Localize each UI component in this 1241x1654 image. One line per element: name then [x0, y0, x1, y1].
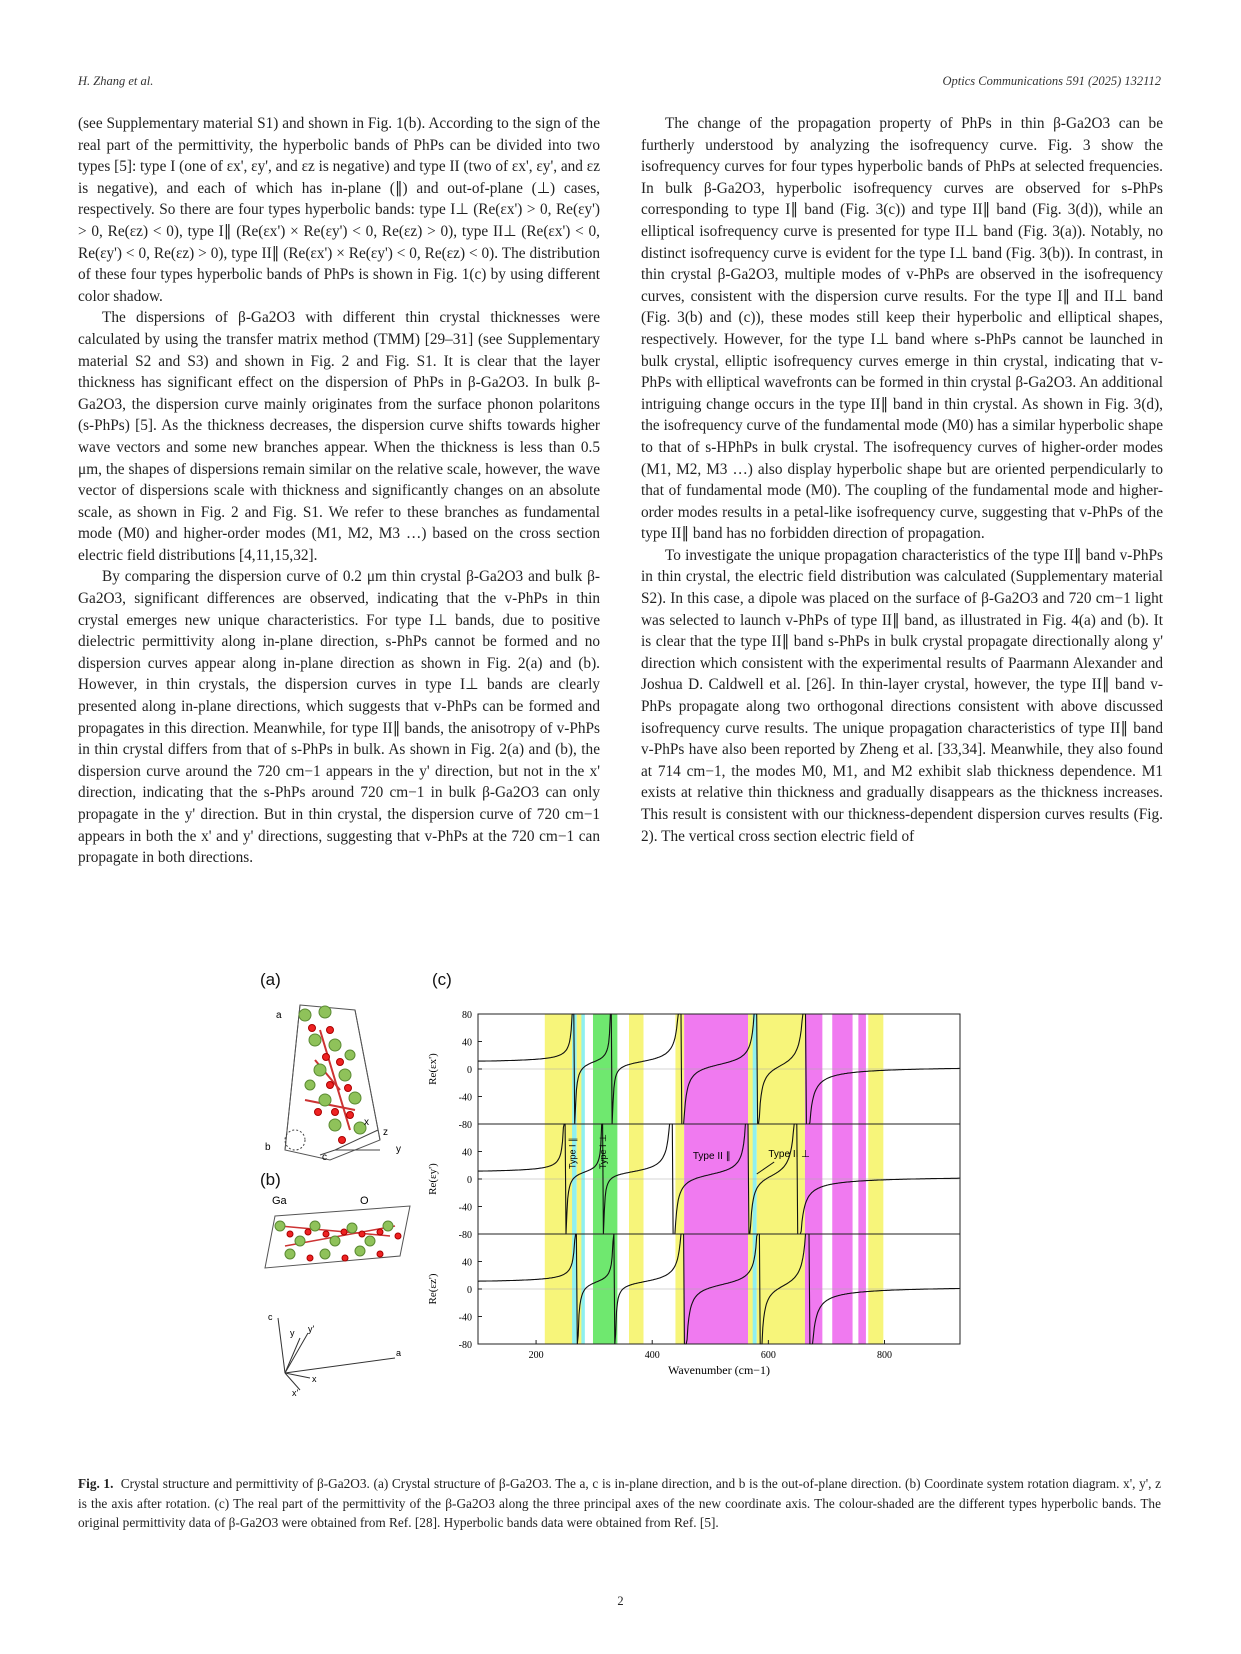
x-tick-label: 200	[528, 1350, 544, 1361]
x-tick-label: 800	[877, 1350, 893, 1361]
ga-label: Ga	[272, 1196, 287, 1207]
paragraph: To investigate the unique propagation characteristics of the type II∥ band v-PhPs in thin crystal, the electric field distribution was calculated (Supplementary material S2). In this case, a dipole was placed on the surface of β-Ga2O3 and 720 cm−1 light was selected to launch v-PhPs of type II∥ band, as illustrated in Fig. 4(a) and (b). It is clear that the type II∥ band s-PhPs in bulk crystal propagate directionally along y' direction which consistent with the experimental results of Paarmann Alexander and Joshua D. Caldwell et al. [26]. In thin-layer crystal, however, the type II∥ band v-PhPs propagate along two orthogonal directions consistent with above discussed isofrequency curve results. The unique propagation characteristics of type II∥ band v-PhPs have also been reported by Zheng et al. [33,34]. Meanwhile, they also found at 714 cm−1, the modes M0, M1, and M2 exhibit slab thickness dependence. M1 exists at relative thin thickness and gradually disappears as the thickness increases. This result is consistent with our thickness-dependent dispersion curves results (Fig. 2). The vertical cross section electric field of	[641, 546, 1163, 845]
svg-text:y: y	[290, 1328, 295, 1338]
y-tick-label: -80	[458, 1230, 472, 1241]
axis-y-label: y	[396, 1144, 401, 1155]
right-column	[641, 113, 1163, 847]
running-journal: Optics Communications 591 (2025) 132112	[942, 74, 1161, 88]
svg-text:x: x	[312, 1374, 317, 1384]
y-tick-label: 80	[462, 1010, 472, 1021]
left-column	[78, 113, 600, 869]
permittivity-chart	[420, 1000, 980, 1420]
y-tick-label: 0	[467, 1285, 472, 1296]
x-tick-label: 400	[644, 1350, 660, 1361]
figure-caption	[78, 1474, 1161, 1533]
crystal-structure	[260, 1000, 440, 1175]
axis-b-label: b	[265, 1142, 271, 1153]
axis-a-label: a	[276, 1010, 282, 1021]
y-axis-label: Re(εy')	[427, 1163, 439, 1195]
annotation-type-ii-perp: Type II ⊥	[768, 1149, 810, 1160]
y-axis-label: Re(εz')	[427, 1273, 439, 1305]
figure-1	[260, 970, 980, 1438]
panel-b-label: (b)	[260, 1170, 281, 1189]
paragraph: The change of the propagation property of PhPs in thin β-Ga2O3 can be furtherly understood by analyzing the isofrequency curve. Fig. 3 show the isofrequency curves for four types hyperbolic bands of PhPs at selected frequencies. In bulk β-Ga2O3, hyperbolic isofrequency curves are observed for s-PhPs corresponding to type I∥ band (Fig. 3(c)) and type II∥ band (Fig. 3(d)), while an elliptical isofrequency curve is presented for type II⊥ band (Fig. 3(a)). Notably, no distinct isofrequency curve is evident for the type I⊥ band (Fig. 3(b)). In contrast, in thin crystal β-Ga2O3, multiple modes of v-PhPs are observed in the isofrequency curves, consistent with the dispersion curve results. For the type I∥ and II⊥ band (Fig. 3(b) and (c)), these modes still keep their hyperbolic and elliptical shapes, respectively. However, for the type I⊥ band where s-PhPs cannot be launched in bulk crystal, elliptic isofrequency curves emerge in thin crystal, indicating that v-PhPs with elliptical wavefronts can be formed in thin crystal β-Ga2O3. An additional intriguing change occurs in the type II∥ band in thin crystal. As shown in Fig. 3(d), the isofrequency curve of the fundamental mode (M0) has a similar hyperbolic shape to that of s-HPhPs in bulk crystal. The isofrequency curves of higher-order modes (M1, M2, M3 …) also display hyperbolic shape but are oriented perpendicularly to that of fundamental mode (M0). The coupling of the fundamental mode and higher-order modes results in a petal-like isofrequency curve, suggesting that v-PhPs of the type II∥ band has no forbidden direction of propagation.	[641, 115, 1163, 543]
y-tick-label: -40	[458, 1092, 472, 1104]
y-tick-label: -40	[458, 1202, 472, 1214]
y-tick-label: -80	[458, 1120, 472, 1131]
axis-c-label: c	[322, 1152, 327, 1163]
running-author: H. Zhang et al.	[78, 74, 154, 88]
paragraph: The dispersions of β-Ga2O3 with different thin crystal thicknesses were calculated by using the transfer matrix method (TMM) [29–31] (see Supplementary material S2 and S3) and shown in Fig. 2 and Fig. S1. It is clear that the layer thickness has significant effect on the dispersion of PhPs in β-Ga2O3. In bulk β-Ga2O3, the dispersion curve mainly originates from the surface phonon polaritons (s-PhPs) [5]. As the thickness decreases, the dispersion curve shifts towards higher wave vectors and some new branches appear. When the thickness is less than 0.5 μm, the shapes of dispersions remain similar on the relative scale, however, the wave vector of dispersions scale with thickness and significantly changes on an absolute scale, as shown in Fig. 2 and Fig. S1. We refer to these branches as fundamental mode (M0) and higher-order modes (M1, M2, M3 …) based on the cross section electric field distributions [4,11,15,32].	[78, 309, 600, 564]
y-tick-label: -40	[458, 1312, 472, 1324]
y-tick-label: -80	[458, 1340, 472, 1351]
caption-text: Crystal structure and permittivity of β-Ga2O3. (a) Crystal structure of β-Ga2O3. The a, c is in-plane direction, and b is the out-of-plane direction. (b) Coordinate system rotation diagram. x', y', z is the axis after rotation. (c) The real part of the permittivity of the β-Ga2O3 along the three principal axes of the new coordinate axis. The colour-shaded are the different types hyperbolic bands. The original permittivity data of β-Ga2O3 were obtained from Ref. [28]. Hyperbolic bands data were obtained from Ref. [5].	[78, 1476, 1161, 1530]
slab-structure	[260, 1196, 440, 1281]
x-axis-label: Wavenumber (cm−1)	[667, 1363, 771, 1377]
svg-text:a: a	[396, 1348, 402, 1358]
y-tick-label: 40	[462, 1257, 472, 1269]
y-tick-label: 0	[467, 1065, 472, 1076]
y-axis-label: Re(εx')	[427, 1053, 439, 1085]
x-tick-label: 600	[760, 1350, 776, 1361]
svg-text:y': y'	[308, 1324, 315, 1334]
annotation-type-i-perp: Type I ⊥	[597, 1134, 608, 1169]
y-tick-label: 40	[462, 1147, 472, 1159]
paragraph: By comparing the dispersion curve of 0.2 μm thin crystal β-Ga2O3 and bulk β-Ga2O3, significant differences are observed, indicating that the v-PhPs in thin crystal emerges new unique characteristics. For type I⊥ bands, due to positive dielectric permittivity along in-plane direction, s-PhPs cannot be formed and no dispersion curves appear along in-plane direction as shown in Fig. 2(a) and (b). However, in thin crystals, the dispersion curves in type I⊥ bands are clearly presented along in-plane directions, which suggests that v-PhPs can be formed and propagates in this direction. Meanwhile, for type II∥ bands, the anisotropy of v-PhPs in thin crystal differs from that of s-PhPs in bulk. As shown in Fig. 2(a) and (b), the dispersion curve around the 720 cm−1 appears in the y' direction, but not in the x' direction, indicating that the s-PhPs around 720 cm−1 in bulk β-Ga2O3 can only propagate in the y' direction. But in thin crystal, the dispersion curve of 720 cm−1 appears in both the x' and y' directions, suggesting that v-PhPs at the 720 cm−1 can propagate in both directions.	[78, 568, 600, 867]
panel-a-label: (a)	[260, 970, 281, 989]
y-tick-label: 0	[467, 1175, 472, 1186]
panel-c-label: (c)	[432, 970, 452, 989]
y-tick-label: 40	[462, 1037, 472, 1049]
paragraph: (see Supplementary material S1) and shown in Fig. 1(b). According to the sign of the real part of the permittivity, the hyperbolic bands of PhPs can be divided into two types [5]: type I (one of εx', εy', and εz is negative) and type II (two of εx', εy', and εz is negative), and each of which has in-plane (∥) and out-of-plane (⊥) cases, respectively. So there are four types hyperbolic bands: type I⊥ (Re(εx') > 0, Re(εy') > 0, Re(εz) < 0), type I∥ (Re(εx') × Re(εy') < 0, Re(εz) > 0), type II⊥ (Re(εx') < 0, Re(εy') < 0, Re(εz) > 0), type II∥ (Re(εx') × Re(εy') < 0, Re(εz) < 0). The distribution of these four types hyperbolic bands of PhPs is shown in Fig. 1(c) by using different color shadow.	[78, 115, 600, 305]
caption-label: Fig. 1.	[78, 1476, 114, 1491]
o-label: O	[360, 1196, 369, 1207]
axis-x-label: x	[364, 1117, 369, 1128]
svg-text:x': x'	[292, 1388, 299, 1398]
svg-text:c: c	[268, 1312, 273, 1322]
page-number: 2	[617, 1594, 624, 1608]
axis-z-label: z	[383, 1127, 388, 1138]
annotation-type-ii-par: Type II ∥	[692, 1151, 731, 1162]
annotation-type-i-par: Type I ∥	[567, 1137, 578, 1169]
axis-rotation-diagram	[260, 1308, 440, 1398]
